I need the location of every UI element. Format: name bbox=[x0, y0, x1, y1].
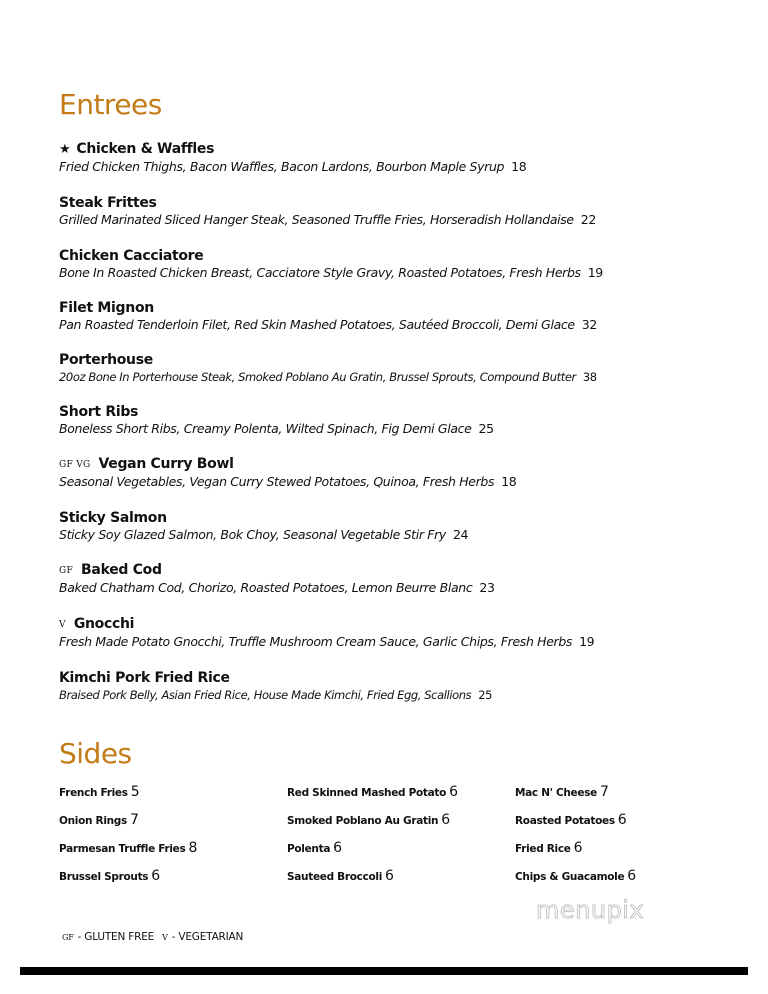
entree-baked-cod bbox=[59, 561, 719, 596]
side-item: Red Skinned Mashed Potato 6 bbox=[287, 784, 458, 800]
entree-price: 25 bbox=[478, 421, 494, 436]
entree-price: 18 bbox=[501, 474, 517, 489]
side-item: Smoked Poblano Au Gratin 6 bbox=[287, 812, 450, 828]
entree-description: Braised Pork Belly, Asian Fried Rice, House Made Kimchi, Fried Egg, Scallions bbox=[59, 688, 472, 702]
side-item: Parmesan Truffle Fries 8 bbox=[59, 840, 198, 856]
entree-name: Filet Mignon bbox=[59, 300, 154, 316]
side-item: Polenta 6 bbox=[287, 840, 342, 856]
side-item: French Fries 5 bbox=[59, 784, 140, 800]
entree-price: 18 bbox=[511, 159, 527, 174]
entree-chicken-cacciatore bbox=[59, 247, 719, 281]
sides-list bbox=[59, 783, 699, 893]
entree-description: Fried Chicken Thighs, Bacon Waffles, Bacon Lardons, Bourbon Maple Syrup bbox=[59, 159, 505, 174]
dietary-tags: GF bbox=[59, 566, 74, 576]
entrees-heading: Entrees bbox=[59, 88, 162, 121]
entree-price: 32 bbox=[581, 317, 597, 332]
entree-description: Baked Chatham Cod, Chorizo, Roasted Potatoes, Lemon Beurre Blanc bbox=[59, 580, 473, 595]
entree-price: 23 bbox=[479, 580, 495, 595]
entree-description: 20oz Bone In Porterhouse Steak, Smoked Poblano Au Gratin, Brussel Sprouts, Compound Butter bbox=[59, 370, 576, 384]
entree-price: 38 bbox=[582, 370, 597, 384]
side-item: Onion Rings 7 bbox=[59, 812, 139, 828]
entree-name: Vegan Curry Bowl bbox=[98, 456, 234, 472]
menupix-watermark: menupix bbox=[536, 896, 645, 924]
entree-description: Grilled Marinated Sliced Hanger Steak, Seasoned Truffle Fries, Horseradish Hollandaise bbox=[59, 212, 574, 227]
entree-description: Pan Roasted Tenderloin Filet, Red Skin Mashed Potatoes, Sautéed Broccoli, Demi Glace bbox=[59, 317, 575, 332]
entree-price: 24 bbox=[452, 527, 469, 542]
entree-price: 22 bbox=[580, 212, 596, 227]
entree-short-ribs bbox=[59, 403, 719, 437]
side-item: Chips & Guacamole 6 bbox=[515, 868, 636, 884]
side-item: Mac N' Cheese 7 bbox=[515, 784, 609, 800]
side-item: Sauteed Broccoli 6 bbox=[287, 868, 394, 884]
side-item: Roasted Potatoes 6 bbox=[515, 812, 627, 828]
entree-name: Sticky Salmon bbox=[59, 510, 167, 526]
entree-name: Baked Cod bbox=[81, 562, 162, 578]
entree-name: Short Ribs bbox=[59, 404, 139, 420]
entree-filet-mignon bbox=[59, 299, 719, 333]
entree-steak-frittes bbox=[59, 194, 719, 228]
entree-price: 19 bbox=[579, 634, 595, 649]
entree-name: Chicken Cacciatore bbox=[59, 248, 204, 264]
entree-price: 19 bbox=[587, 265, 603, 280]
entree-porterhouse bbox=[59, 351, 719, 385]
entree-kimchi-pork-fried-rice bbox=[59, 669, 719, 703]
entree-sticky-salmon bbox=[59, 509, 719, 543]
v-tag: V bbox=[162, 933, 168, 942]
entree-description: Seasonal Vegetables, Vegan Curry Stewed Potatoes, Quinoa, Fresh Herbs bbox=[59, 474, 495, 489]
entree-description: Fresh Made Potato Gnocchi, Truffle Mushroom Cream Sauce, Garlic Chips, Fresh Herbs bbox=[59, 634, 573, 649]
side-item: Fried Rice 6 bbox=[515, 840, 583, 856]
dietary-tags: V bbox=[59, 620, 66, 630]
entree-description: Sticky Soy Glazed Salmon, Bok Choy, Seasonal Vegetable Stir Fry bbox=[59, 527, 446, 542]
sides-heading: Sides bbox=[59, 737, 132, 770]
entree-name: Steak Frittes bbox=[59, 195, 157, 211]
entree-description: Bone In Roasted Chicken Breast, Cacciatore Style Gravy, Roasted Potatoes, Fresh Herbs bbox=[59, 265, 581, 280]
entree-gnocchi bbox=[59, 615, 719, 650]
gf-label: - GLUTEN FREE bbox=[77, 931, 155, 943]
entree-name: Porterhouse bbox=[59, 352, 153, 368]
star-icon: ★ bbox=[59, 142, 71, 157]
gf-tag: GF bbox=[62, 933, 74, 942]
entree-name: Kimchi Pork Fried Rice bbox=[59, 670, 230, 686]
dietary-tags: GF VG bbox=[59, 460, 91, 470]
entree-chicken-waffles bbox=[59, 140, 719, 175]
entree-name: Gnocchi bbox=[73, 616, 135, 632]
dietary-legend bbox=[62, 931, 243, 943]
v-label: - VEGETARIAN bbox=[171, 931, 244, 943]
entree-vegan-curry-bowl bbox=[59, 455, 719, 490]
entree-description: Boneless Short Ribs, Creamy Polenta, Wilted Spinach, Fig Demi Glace bbox=[59, 421, 472, 436]
side-item: Brussel Sprouts 6 bbox=[59, 868, 160, 884]
entree-price: 25 bbox=[478, 688, 493, 702]
entree-name: Chicken & Waffles bbox=[76, 141, 215, 157]
bottom-rule bbox=[20, 967, 748, 975]
